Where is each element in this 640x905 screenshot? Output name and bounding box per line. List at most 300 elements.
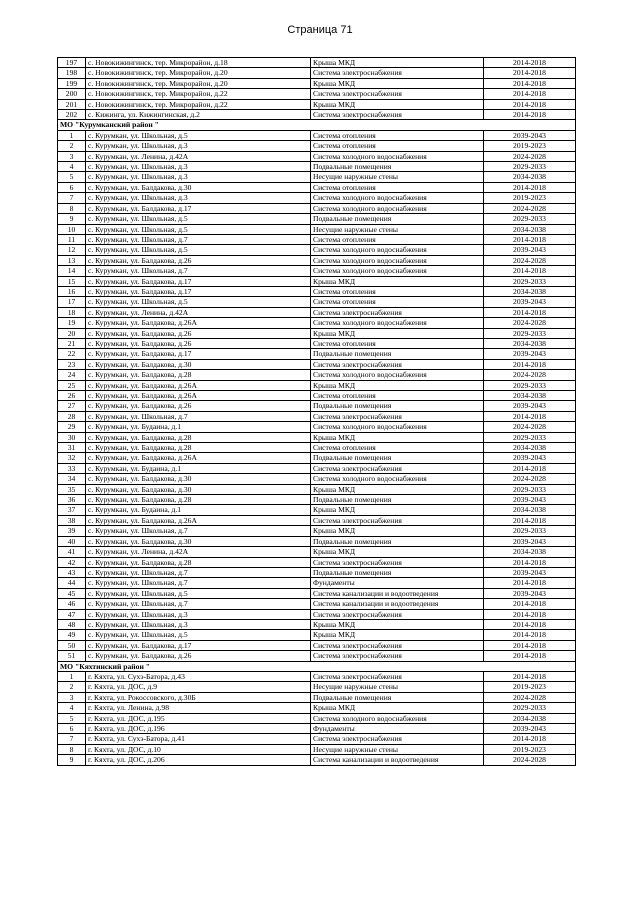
work-type-cell: Крыша МКД — [311, 505, 484, 515]
table-row — [58, 703, 576, 713]
row-number: 9 — [58, 214, 86, 224]
work-type-cell: Крыша МКД — [311, 703, 484, 713]
row-number: 22 — [58, 349, 86, 359]
work-type-cell: Система холодного водоснабжения — [311, 422, 484, 432]
row-number: 47 — [58, 609, 86, 619]
row-number: 30 — [58, 432, 86, 442]
table-row — [58, 328, 576, 338]
row-number: 18 — [58, 307, 86, 317]
period-cell: 2014-2018 — [484, 359, 576, 369]
address-cell: с. Кижинга, ул. Кижингинская, д.2 — [86, 110, 311, 120]
address-cell: г. Кяхта, ул. ДОС, д.206 — [86, 755, 311, 765]
work-type-cell: Система отопления — [311, 286, 484, 296]
work-type-cell: Система холодного водоснабжения — [311, 193, 484, 203]
work-type-cell: Система электроснабжения — [311, 68, 484, 78]
period-cell: 2014-2018 — [484, 619, 576, 629]
table-row — [58, 110, 576, 120]
work-type-cell: Крыша МКД — [311, 78, 484, 88]
table-row — [58, 245, 576, 255]
row-number: 31 — [58, 443, 86, 453]
period-cell: 2039-2043 — [484, 724, 576, 734]
period-cell: 2014-2018 — [484, 307, 576, 317]
row-number: 24 — [58, 370, 86, 380]
work-type-cell: Крыша МКД — [311, 432, 484, 442]
address-cell: с. Новокижингинск, тер. Микрорайон, д.22 — [86, 89, 311, 99]
work-type-cell: Фундаменты — [311, 578, 484, 588]
row-number: 12 — [58, 245, 86, 255]
work-type-cell: Система электроснабжения — [311, 307, 484, 317]
table-row — [58, 609, 576, 619]
table-row — [58, 640, 576, 650]
row-number: 8 — [58, 203, 86, 213]
address-cell: с. Курумкан, ул. Школьная, д.3 — [86, 172, 311, 182]
address-cell: г. Кяхта, ул. ДОС, д.195 — [86, 713, 311, 723]
work-type-cell: Крыша МКД — [311, 630, 484, 640]
table-row — [58, 255, 576, 265]
period-cell: 2014-2018 — [484, 411, 576, 421]
row-number: 200 — [58, 89, 86, 99]
period-cell: 2029-2033 — [484, 703, 576, 713]
table-row — [58, 547, 576, 557]
row-number: 26 — [58, 391, 86, 401]
period-cell: 2039-2043 — [484, 588, 576, 598]
table-row — [58, 266, 576, 276]
address-cell: с. Новокижингинск, тер. Микрорайон, д.20 — [86, 78, 311, 88]
work-type-cell: Система электроснабжения — [311, 651, 484, 661]
period-cell: 2034-2038 — [484, 391, 576, 401]
row-number: 1 — [58, 130, 86, 140]
table-row — [58, 713, 576, 723]
period-cell: 2029-2033 — [484, 214, 576, 224]
work-type-cell: Система отопления — [311, 234, 484, 244]
address-cell: с. Курумкан, ул. Школьная, д.3 — [86, 619, 311, 629]
period-cell: 2014-2018 — [484, 99, 576, 109]
work-type-cell: Крыша МКД — [311, 547, 484, 557]
table-row — [58, 432, 576, 442]
address-cell: с. Курумкан, ул. Балдакова, д.26А — [86, 391, 311, 401]
work-type-cell: Система холодного водоснабжения — [311, 151, 484, 161]
period-cell: 2014-2018 — [484, 515, 576, 525]
period-cell: 2014-2018 — [484, 234, 576, 244]
row-number: 50 — [58, 640, 86, 650]
period-cell: 2014-2018 — [484, 266, 576, 276]
address-cell: с. Курумкан, ул. Балдакова, д.26 — [86, 401, 311, 411]
work-type-cell: Крыша МКД — [311, 380, 484, 390]
period-cell: 2014-2018 — [484, 182, 576, 192]
table-row — [58, 536, 576, 546]
table-row — [58, 78, 576, 88]
period-cell: 2024-2028 — [484, 692, 576, 702]
table-row — [58, 505, 576, 515]
row-number: 35 — [58, 484, 86, 494]
address-cell: с. Курумкан, ул. Балдакова, д.26А — [86, 318, 311, 328]
address-cell: с. Курумкан, ул. Школьная, д.7 — [86, 599, 311, 609]
table-row — [58, 515, 576, 525]
period-cell: 2014-2018 — [484, 599, 576, 609]
address-cell: с. Курумкан, ул. Балдакова, д.17 — [86, 286, 311, 296]
table-row — [58, 391, 576, 401]
row-number: 48 — [58, 619, 86, 629]
table-row — [58, 182, 576, 192]
row-number: 51 — [58, 651, 86, 661]
row-number: 17 — [58, 297, 86, 307]
period-cell: 2029-2033 — [484, 484, 576, 494]
address-cell: с. Курумкан, ул. Школьная, д.5 — [86, 245, 311, 255]
work-type-cell: Система электроснабжения — [311, 734, 484, 744]
table-row — [58, 401, 576, 411]
period-cell: 2034-2038 — [484, 443, 576, 453]
row-number: 14 — [58, 266, 86, 276]
work-type-cell: Система электроснабжения — [311, 515, 484, 525]
address-cell: с. Курумкан, ул. Школьная, д.5 — [86, 630, 311, 640]
address-cell: с. Курумкан, ул. Балдакова, д.17 — [86, 203, 311, 213]
section-header-row — [58, 661, 576, 671]
row-number: 4 — [58, 703, 86, 713]
address-cell: с. Курумкан, ул. Балдакова, д.28 — [86, 443, 311, 453]
row-number: 42 — [58, 557, 86, 567]
table-row — [58, 630, 576, 640]
period-cell: 2019-2023 — [484, 193, 576, 203]
row-number: 20 — [58, 328, 86, 338]
address-cell: с. Курумкан, ул. Школьная, д.7 — [86, 234, 311, 244]
section-header-row — [58, 120, 576, 130]
address-cell: с. Курумкан, ул. Балдакова, д.17 — [86, 276, 311, 286]
period-cell: 2024-2028 — [484, 203, 576, 213]
table-row — [58, 318, 576, 328]
address-cell: г. Кяхта, ул. ДОС, д.10 — [86, 744, 311, 754]
row-number: 44 — [58, 578, 86, 588]
table-row — [58, 453, 576, 463]
period-cell: 2034-2038 — [484, 547, 576, 557]
address-cell: с. Курумкан, ул. Школьная, д.3 — [86, 162, 311, 172]
table-row — [58, 567, 576, 577]
address-cell: с. Курумкан, ул. Школьная, д.7 — [86, 567, 311, 577]
row-number: 34 — [58, 474, 86, 484]
period-cell: 2024-2028 — [484, 151, 576, 161]
row-number: 3 — [58, 692, 86, 702]
table-row — [58, 172, 576, 182]
table-row — [58, 578, 576, 588]
work-type-cell: Фундаменты — [311, 724, 484, 734]
table-row — [58, 338, 576, 348]
address-cell: с. Курумкан, ул. Ленина, д.42А — [86, 307, 311, 317]
table-row — [58, 297, 576, 307]
work-type-cell: Система холодного водоснабжения — [311, 245, 484, 255]
table-row — [58, 380, 576, 390]
period-cell: 2029-2033 — [484, 276, 576, 286]
period-cell: 2014-2018 — [484, 640, 576, 650]
work-type-cell: Система канализации и водоотведения — [311, 755, 484, 765]
municipality-title: МО "Курумканский район " — [58, 120, 576, 130]
work-type-cell: Система отопления — [311, 182, 484, 192]
row-number: 37 — [58, 505, 86, 515]
table-row — [58, 359, 576, 369]
table-row — [58, 411, 576, 421]
period-cell: 2034-2038 — [484, 713, 576, 723]
work-type-cell: Несущие наружные стены — [311, 172, 484, 182]
table-row — [58, 484, 576, 494]
row-number: 7 — [58, 734, 86, 744]
work-type-cell: Крыша МКД — [311, 526, 484, 536]
table-row — [58, 671, 576, 681]
table-row — [58, 203, 576, 213]
address-cell: с. Курумкан, ул. Школьная, д.7 — [86, 526, 311, 536]
row-number: 198 — [58, 68, 86, 78]
work-type-cell: Система электроснабжения — [311, 671, 484, 681]
period-cell: 2024-2028 — [484, 474, 576, 484]
table-row — [58, 599, 576, 609]
address-cell: с. Курумкан, ул. Балдакова, д.30 — [86, 484, 311, 494]
address-cell: с. Курумкан, ул. Ленина, д.42А — [86, 547, 311, 557]
address-cell: с. Курумкан, ул. Балдакова, д.28 — [86, 557, 311, 567]
table-row — [58, 234, 576, 244]
row-number: 39 — [58, 526, 86, 536]
address-cell: с. Курумкан, ул. Школьная, д.3 — [86, 141, 311, 151]
row-number: 10 — [58, 224, 86, 234]
work-type-cell: Система электроснабжения — [311, 557, 484, 567]
period-cell: 2039-2043 — [484, 495, 576, 505]
period-cell: 2014-2018 — [484, 734, 576, 744]
period-cell: 2034-2038 — [484, 224, 576, 234]
period-cell: 2039-2043 — [484, 453, 576, 463]
table-row — [58, 755, 576, 765]
work-type-cell: Система холодного водоснабжения — [311, 370, 484, 380]
period-cell: 2034-2038 — [484, 286, 576, 296]
work-type-cell: Система холодного водоснабжения — [311, 713, 484, 723]
work-type-cell: Система холодного водоснабжения — [311, 255, 484, 265]
period-cell: 2034-2038 — [484, 338, 576, 348]
work-type-cell: Подвальные помещения — [311, 453, 484, 463]
row-number: 4 — [58, 162, 86, 172]
table-row — [58, 151, 576, 161]
table-row — [58, 349, 576, 359]
period-cell: 2029-2033 — [484, 380, 576, 390]
work-type-cell: Система электроснабжения — [311, 89, 484, 99]
work-type-cell: Система отопления — [311, 297, 484, 307]
period-cell: 2039-2043 — [484, 297, 576, 307]
period-cell: 2029-2033 — [484, 162, 576, 172]
period-cell: 2039-2043 — [484, 349, 576, 359]
row-number: 9 — [58, 755, 86, 765]
work-type-cell: Система канализации и водоотведения — [311, 599, 484, 609]
work-type-cell: Система электроснабжения — [311, 640, 484, 650]
table-row — [58, 692, 576, 702]
address-cell: г. Кяхта, ул. ДОС, д.196 — [86, 724, 311, 734]
period-cell: 2014-2018 — [484, 671, 576, 681]
period-cell: 2024-2028 — [484, 255, 576, 265]
address-cell: с. Курумкан, ул. Будаина, д.1 — [86, 463, 311, 473]
table-row — [58, 422, 576, 432]
table-body — [58, 58, 576, 766]
address-cell: с. Курумкан, ул. Балдакова, д.26А — [86, 515, 311, 525]
work-type-cell: Система электроснабжения — [311, 463, 484, 473]
row-number: 15 — [58, 276, 86, 286]
period-cell: 2039-2043 — [484, 245, 576, 255]
row-number: 11 — [58, 234, 86, 244]
work-type-cell: Система электроснабжения — [311, 110, 484, 120]
row-number: 36 — [58, 495, 86, 505]
work-type-cell: Подвальные помещения — [311, 162, 484, 172]
address-cell: с. Курумкан, ул. Балдакова, д.26 — [86, 255, 311, 265]
table-row — [58, 224, 576, 234]
work-type-cell: Крыша МКД — [311, 619, 484, 629]
work-type-cell: Крыша МКД — [311, 58, 484, 68]
address-cell: с. Курумкан, ул. Балдакова, д.30 — [86, 182, 311, 192]
work-type-cell: Подвальные помещения — [311, 401, 484, 411]
address-cell: с. Курумкан, ул. Школьная, д.5 — [86, 297, 311, 307]
period-cell: 2034-2038 — [484, 505, 576, 515]
row-number: 201 — [58, 99, 86, 109]
address-cell: с. Курумкан, ул. Школьная, д.5 — [86, 224, 311, 234]
work-type-cell: Система холодного водоснабжения — [311, 474, 484, 484]
period-cell: 2024-2028 — [484, 370, 576, 380]
work-type-cell: Подвальные помещения — [311, 214, 484, 224]
row-number: 33 — [58, 463, 86, 473]
table-row — [58, 526, 576, 536]
address-cell: с. Курумкан, ул. Балдакова, д.26А — [86, 453, 311, 463]
address-cell: г. Кяхта, ул. Сухэ-Батора, д.41 — [86, 734, 311, 744]
address-cell: с. Курумкан, ул. Балдакова, д.30 — [86, 474, 311, 484]
municipality-title: МО "Кяхтинский район " — [58, 661, 576, 671]
row-number: 202 — [58, 110, 86, 120]
period-cell: 2024-2028 — [484, 422, 576, 432]
table-row — [58, 68, 576, 78]
period-cell: 2039-2043 — [484, 567, 576, 577]
address-cell: с. Новокижингинск, тер. Микрорайон, д.22 — [86, 99, 311, 109]
period-cell: 2034-2038 — [484, 172, 576, 182]
work-type-cell: Система отопления — [311, 443, 484, 453]
address-cell: с. Курумкан, ул. Балдакова, д.26 — [86, 338, 311, 348]
work-type-cell: Подвальные помещения — [311, 495, 484, 505]
work-type-cell: Крыша МКД — [311, 276, 484, 286]
work-type-cell: Несущие наружные стены — [311, 682, 484, 692]
address-cell: с. Курумкан, ул. Школьная, д.5 — [86, 214, 311, 224]
row-number: 1 — [58, 671, 86, 681]
period-cell: 2014-2018 — [484, 609, 576, 619]
table-row — [58, 557, 576, 567]
address-cell: с. Курумкан, ул. Балдакова, д.30 — [86, 359, 311, 369]
table-row — [58, 214, 576, 224]
row-number: 6 — [58, 724, 86, 734]
period-cell: 2039-2043 — [484, 401, 576, 411]
period-cell: 2014-2018 — [484, 68, 576, 78]
work-type-cell: Подвальные помещения — [311, 349, 484, 359]
row-number: 197 — [58, 58, 86, 68]
work-type-cell: Подвальные помещения — [311, 536, 484, 546]
row-number: 25 — [58, 380, 86, 390]
period-cell: 2019-2023 — [484, 682, 576, 692]
row-number: 2 — [58, 141, 86, 151]
period-cell: 2014-2018 — [484, 578, 576, 588]
address-cell: с. Курумкан, ул. Балдакова, д.26 — [86, 328, 311, 338]
row-number: 27 — [58, 401, 86, 411]
address-cell: с. Курумкан, ул. Школьная, д.3 — [86, 609, 311, 619]
table-row — [58, 99, 576, 109]
row-number: 199 — [58, 78, 86, 88]
table-row — [58, 682, 576, 692]
table-row — [58, 193, 576, 203]
period-cell: 2039-2043 — [484, 130, 576, 140]
row-number: 13 — [58, 255, 86, 265]
work-type-cell: Система электроснабжения — [311, 411, 484, 421]
row-number: 16 — [58, 286, 86, 296]
work-type-cell: Система холодного водоснабжения — [311, 318, 484, 328]
period-cell: 2014-2018 — [484, 110, 576, 120]
address-cell: с. Курумкан, ул. Будаина, д.1 — [86, 422, 311, 432]
period-cell: 2014-2018 — [484, 89, 576, 99]
address-cell: с. Курумкан, ул. Ленина, д.42А — [86, 151, 311, 161]
row-number: 41 — [58, 547, 86, 557]
address-cell: с. Курумкан, ул. Балдакова, д.28 — [86, 495, 311, 505]
period-cell: 2019-2023 — [484, 141, 576, 151]
table-row — [58, 276, 576, 286]
address-cell: с. Курумкан, ул. Балдакова, д.17 — [86, 640, 311, 650]
work-type-cell: Система отопления — [311, 130, 484, 140]
row-number: 6 — [58, 182, 86, 192]
table-row — [58, 307, 576, 317]
row-number: 40 — [58, 536, 86, 546]
row-number: 7 — [58, 193, 86, 203]
row-number: 45 — [58, 588, 86, 598]
table-row — [58, 58, 576, 68]
work-type-cell: Система отопления — [311, 141, 484, 151]
table-row — [58, 130, 576, 140]
work-type-cell: Система электроснабжения — [311, 359, 484, 369]
address-cell: с. Курумкан, ул. Школьная, д.5 — [86, 588, 311, 598]
address-cell: г. Кяхта, ул. Ленина, д.98 — [86, 703, 311, 713]
period-cell: 2029-2033 — [484, 328, 576, 338]
row-number: 49 — [58, 630, 86, 640]
period-cell: 2014-2018 — [484, 557, 576, 567]
table-row — [58, 724, 576, 734]
address-cell: с. Курумкан, ул. Школьная, д.5 — [86, 130, 311, 140]
table-row — [58, 89, 576, 99]
address-cell: с. Курумкан, ул. Балдакова, д.28 — [86, 432, 311, 442]
address-cell: с. Курумкан, ул. Балдакова, д.17 — [86, 349, 311, 359]
row-number: 21 — [58, 338, 86, 348]
row-number: 46 — [58, 599, 86, 609]
table-row — [58, 162, 576, 172]
period-cell: 2014-2018 — [484, 78, 576, 88]
row-number: 23 — [58, 359, 86, 369]
address-cell: г. Кяхта, ул. Рокоссовского, д.30Б — [86, 692, 311, 702]
address-cell: с. Курумкан, ул. Балдакова, д.30 — [86, 536, 311, 546]
table-row — [58, 495, 576, 505]
period-cell: 2014-2018 — [484, 58, 576, 68]
table-row — [58, 443, 576, 453]
table-row — [58, 588, 576, 598]
row-number: 5 — [58, 713, 86, 723]
work-type-cell: Система отопления — [311, 391, 484, 401]
row-number: 43 — [58, 567, 86, 577]
address-cell: с. Новокижингинск, тер. Микрорайон, д.18 — [86, 58, 311, 68]
work-type-cell: Крыша МКД — [311, 328, 484, 338]
page-number-header: Страница 71 — [287, 24, 353, 36]
period-cell: 2029-2033 — [484, 526, 576, 536]
work-type-cell: Несущие наружные стены — [311, 224, 484, 234]
row-number: 5 — [58, 172, 86, 182]
period-cell: 2029-2033 — [484, 432, 576, 442]
table-row — [58, 286, 576, 296]
row-number: 32 — [58, 453, 86, 463]
row-number: 8 — [58, 744, 86, 754]
table-row — [58, 370, 576, 380]
period-cell: 2014-2018 — [484, 651, 576, 661]
row-number: 28 — [58, 411, 86, 421]
work-type-cell: Крыша МКД — [311, 99, 484, 109]
table-row — [58, 744, 576, 754]
address-cell: г. Кяхта, ул. ДОС, д.9 — [86, 682, 311, 692]
